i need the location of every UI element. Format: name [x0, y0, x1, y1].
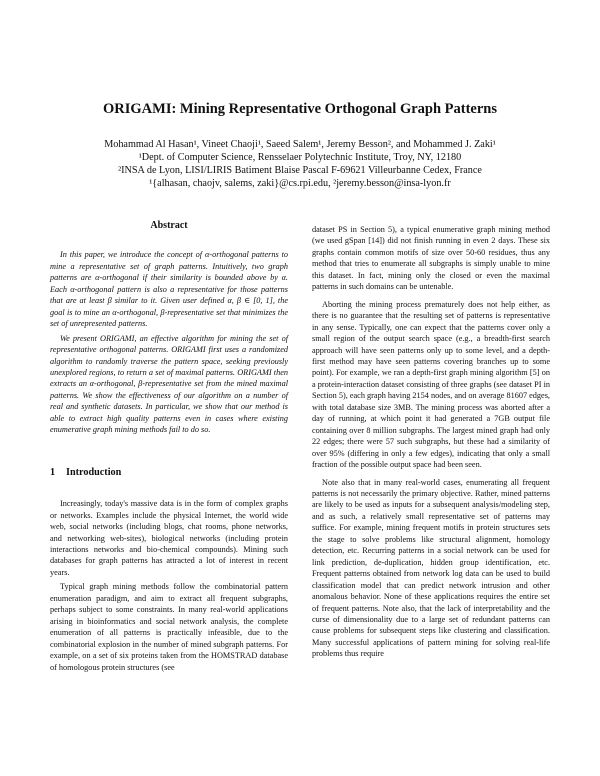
- paper-title: ORIGAMI: Mining Representative Orthogonal Graph Patterns: [102, 101, 498, 117]
- right-column: [312, 224, 550, 666]
- introduction-body: [50, 498, 288, 673]
- body-paragraph: dataset PS in Section 5), a typical enumerative graph mining method (we used gSpan [14]) did not finish running in even 2 days. These six graphs contain common motifs of size over 50-60 residues, thus any method that tries to enumerate all subgraphs is simply unable to mine this dataset. In fact, mining only the closed or even the maximal patterns in such domains can be untenable.: [312, 225, 550, 292]
- affiliation-rpi: ¹Dept. of Computer Science, Rensselaer Polytechnic Institute, Troy, NY, 12180: [138, 152, 462, 163]
- author-block: [20, 138, 580, 190]
- affiliation-insa: ²INSA de Lyon, LISI/LIRIS Batiment Blaise Pascal F-69621 Villeurbanne Cedex, France: [118, 165, 482, 176]
- section-title: Introduction: [66, 466, 122, 478]
- section-heading-introduction: [50, 467, 288, 478]
- body-paragraph: Typical graph mining methods follow the combinatorial pattern enumeration paradigm, and aim to extract all frequent subgraphs, perhaps subject to some constraints. In many real-world applications arising in bioinformatics and social network analysis, the complete enumeration of all patterns is practically infeasible, due to the combinatorial explosion in the number of mined subgraph patterns. For example, on a set of six proteins taken from the HOMSTRAD database of homologous protein structures (see: [50, 582, 288, 672]
- author-emails: ¹{alhasan, chaojv, salems, zaki}@cs.rpi.edu, ²jeremy.besson@insa-lyon.fr: [149, 178, 451, 189]
- abstract-section: [50, 220, 288, 436]
- author-list: Mohammad Al Hasan¹, Vineet Chaoji¹, Saeed Salem¹, Jeremy Besson², and Mohammed J. Zaki¹: [104, 139, 496, 150]
- body-paragraph: Aborting the mining process prematurely does not help either, as there is no guarantee that the resulting set of patterns is representative in any sense. Typically, one can expect that the patterns cover only a small region of the output search space (e.g., a breadth-first search approach will have seen patterns only up to some level, and a depth-first method may have seen patterns covering branches up to some point). For example, we ran a depth-first graph mining algorithm [5] on a protein-interaction dataset consisting of three graphs (see dataset PI in Section 5), each graph having 2154 nodes, and on average 81607 edges, with total database size 3MB. The mining process was aborted after a day of running, at which point it had generated a 7GB output file containing over 8 million subgraphs. The largest mined graph had only 22 edges; there were 57 such subgraphs, but these had a similarity of over 95% (differing in only a few edges), indicating that only a small fraction of the possible output space had been seen.: [312, 299, 550, 470]
- left-column: [50, 220, 288, 676]
- abstract-heading: Abstract: [150, 220, 188, 231]
- body-paragraph: Increasingly, today's massive data is in the form of complex graphs or networks. Examples include the physical Internet, the world wide web, social networks (including blogs, chat rooms, phone networks, and networking web-sites), biological networks (including protein interactions networks and bio-chemical compounds). Mining such databases for graph patterns has attracted a lot of interest in recent years.: [50, 499, 288, 577]
- abstract-paragraph: We present ORIGAMI, an effective algorithm for mining the set of representative orthogonal patterns. ORIGAMI first uses a randomized algorithm to randomly traverse the pattern space, seeking previously unexplored regions, to return a set of maximal patterns. ORIGAMI then extracts an α-orthogonal, β-representative set from the mined maximal patterns. We show the effectiveness of our algorithm on a number of real and synthetic datasets. In particular, we show that our method is able to extract high quality patterns even in cases where existing enumerative graph mining methods fail to do so.: [50, 333, 288, 435]
- body-paragraph: Note also that in many real-world cases, enumerating all frequent patterns is not necessarily the primary objective. Rather, mined patterns are likely to be used as inputs for a subsequent analysis/modeling step, and as such, a relatively small representative set of patterns may suffice. For example, mining frequent motifs in protein structures sets the stage to solve problems like structural alignment, homology detection, etc. Recurring patterns in a social network can be used for link prediction, de-duplication, hidden group identification, etc. Frequent patterns obtained from network log data can be used to build classification model that can predict network intrusion and other anomalous behavior. None of these applications requires the entire set of frequent patterns. Note also, that the lack of interpretability and the curse of dimensionality due to a large set of redundant patterns can cause problems for subsequent steps like clustering and classification. Many successful applications of pattern mining for solving real-life problems thus require: [312, 477, 550, 659]
- section-number: 1: [50, 466, 56, 478]
- abstract-paragraph: In this paper, we introduce the concept of α-orthogonal patterns to mine a representative set of graph patterns. Intuitively, two graph patterns are α-orthogonal if their similarity is bounded above by α. Each α-orthogonal pattern is also a representative for those patterns that are at least β similar to it. Given user defined α, β ∈ [0, 1], the goal is to mine an α-orthogonal, β-representative set that minimizes the set of unrepresented patterns.: [50, 250, 288, 329]
